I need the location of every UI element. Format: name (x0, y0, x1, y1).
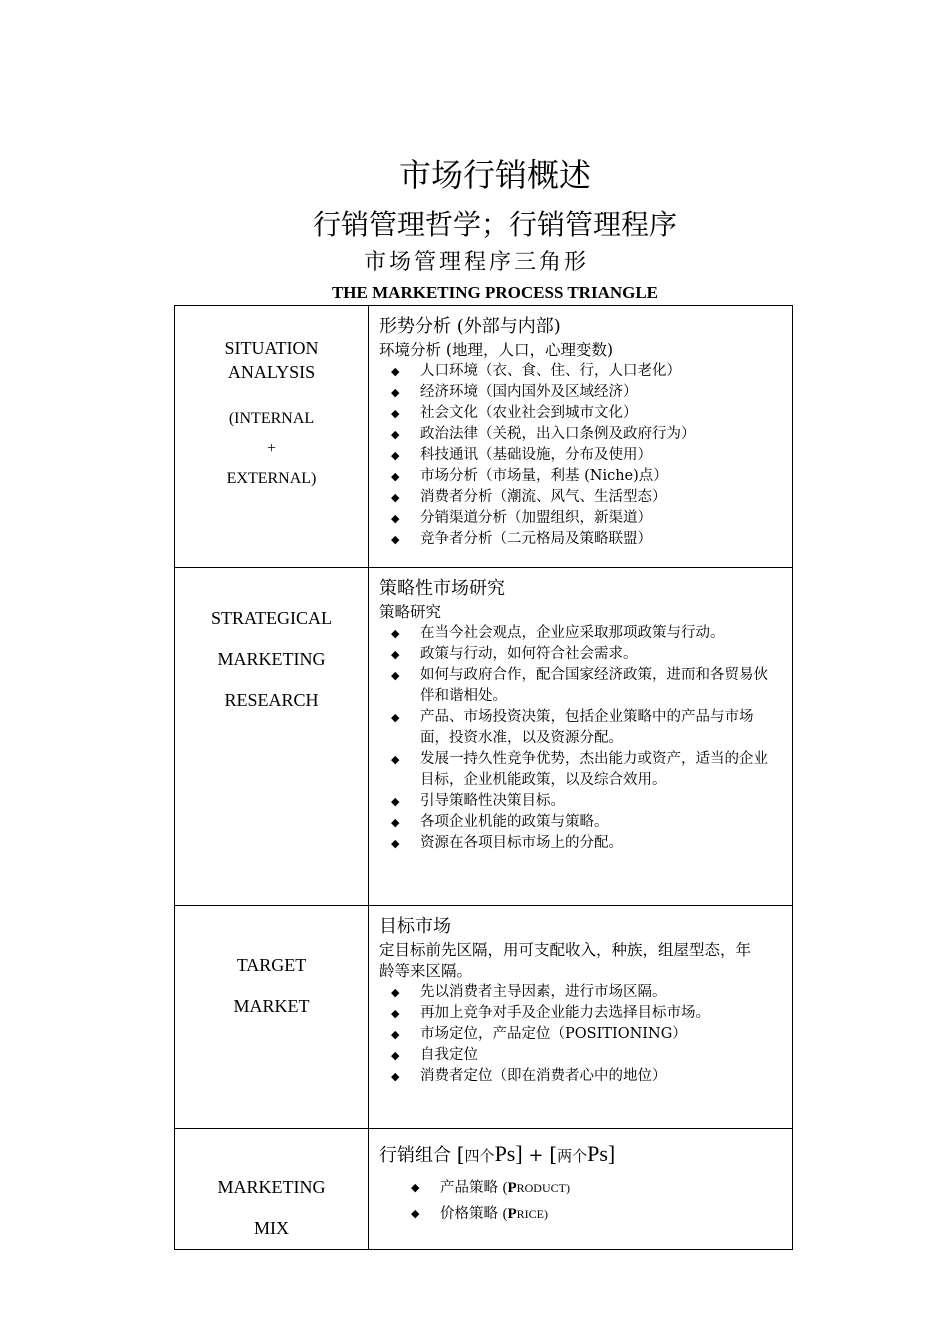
diamond-bullet-icon: ◆ (391, 1007, 400, 1020)
diamond-bullet-icon: ◆ (411, 1181, 420, 1194)
diamond-bullet-icon: ◆ (391, 1049, 400, 1062)
list-item: ◆ 经济环境（国内国外及区域经济） (379, 382, 782, 403)
table-row (175, 1129, 793, 1250)
diamond-bullet-icon: ◆ (391, 837, 400, 850)
diamond-bullet-icon: ◆ (391, 1028, 400, 1041)
diamond-bullet-icon: ◆ (391, 1070, 400, 1083)
diamond-bullet-icon: ◆ (391, 669, 400, 682)
diamond-bullet-icon: ◆ (391, 533, 400, 546)
row-content-cell (369, 568, 793, 906)
section-heading: 形势分析 (外部与内部) (379, 316, 561, 337)
list-item: ◆ 竞争者分析（二元格局及策略联盟） (379, 529, 782, 550)
row-label-line: MIX (254, 1218, 289, 1238)
bullet-list (379, 361, 782, 550)
list-item: ◆ 先以消费者主导因素，进行市场区隔。 (379, 982, 782, 1003)
bullet-list (379, 1175, 782, 1227)
diamond-bullet-icon: ◆ (391, 470, 400, 483)
diamond-bullet-icon: ◆ (391, 795, 400, 808)
list-item: ◆ 社会文化（农业社会到城市文化） (379, 403, 782, 424)
row-label-line: MARKETING (217, 1177, 326, 1197)
row-label-line: (INTERNAL (228, 410, 315, 427)
list-item: ◆ 市场分析（市场量，利基 (Niche)点） (379, 466, 782, 487)
diamond-bullet-icon: ◆ (391, 491, 400, 504)
row-label-line: SITUATION (224, 338, 319, 358)
list-item: ◆ 消费者分析（潮流、风气、生活型态） (379, 487, 782, 508)
diamond-bullet-icon: ◆ (411, 1207, 420, 1220)
list-item: ◆ 在当今社会观点，企业应采取那项政策与行动。 (379, 623, 772, 644)
list-item: ◆ 产品、市场投资决策，包括企业策略中的产品与市场面，投资水准，以及资源分配。 (391, 709, 754, 746)
section-heading: 行销组合 [四个Ps] + [两个Ps] (379, 1141, 616, 1166)
diamond-bullet-icon: ◆ (391, 753, 400, 766)
row-label-cell (175, 906, 369, 1129)
list-item: ◆ 价格策略 (PRICE) (379, 1201, 782, 1227)
table-row (175, 906, 793, 1129)
list-item: ◆ 产品策略 (PRODUCT) (379, 1175, 782, 1201)
list-item: ◆ 人口环境（衣、食、住、行，人口老化） (379, 361, 782, 382)
list-item: ◆ 引导策略性决策目标。 (379, 791, 772, 812)
list-item: ◆ 各项企业机能的政策与策略。 (379, 812, 772, 833)
diamond-bullet-icon: ◆ (391, 627, 400, 640)
row-content-cell (369, 1129, 793, 1250)
list-item: ◆ 自我定位 (379, 1045, 782, 1066)
row-label-line: ANALYSIS (227, 362, 316, 382)
row-label-line: EXTERNAL) (226, 470, 317, 487)
row-label-cell (175, 1129, 369, 1250)
row-label-line: + (266, 440, 277, 457)
chinese-heading: 市场管理程序三角形 (364, 250, 590, 275)
list-item: ◆ 科技通讯（基础设施，分布及使用） (379, 445, 782, 466)
diamond-bullet-icon: ◆ (391, 428, 400, 441)
bullet-list (379, 982, 782, 1087)
list-item: ◆ 发展一持久性竞争优势，杰出能力或资产，适当的企业目标，企业机能政策，以及综合效用。 (391, 751, 768, 788)
row-label-cell (175, 568, 369, 906)
table-row (175, 568, 793, 906)
row-content-cell (369, 906, 793, 1129)
bullet-list (379, 623, 782, 854)
list-item: ◆ 市场定位，产品定位（POSITIONING） (379, 1024, 782, 1045)
section-subheading: 环境分析 (地理，人口，心理变数) (379, 341, 614, 359)
diamond-bullet-icon: ◆ (391, 512, 400, 525)
row-label-line: TARGET (236, 955, 307, 975)
diamond-bullet-icon: ◆ (391, 386, 400, 399)
row-label-cell (175, 306, 369, 568)
list-item: ◆ 再加上竞争对手及企业能力去选择目标市场。 (379, 1003, 782, 1024)
diamond-bullet-icon: ◆ (391, 816, 400, 829)
list-item: ◆ 政治法律（关税，出入口条例及政府行为） (379, 424, 782, 445)
row-content-cell (369, 306, 793, 568)
marketing-process-table (174, 305, 793, 1250)
table-row (175, 306, 793, 568)
row-label-line: MARKETING (217, 649, 326, 669)
document-subtitle: 行销管理哲学；行销管理程序 (312, 208, 677, 241)
list-item: ◆ 资源在各项目标市场上的分配。 (379, 833, 772, 854)
section-heading: 策略性市场研究 (379, 578, 505, 599)
section-subheading: 策略研究 (379, 603, 442, 621)
list-item: ◆ 分销渠道分析（加盟组织，新渠道） (379, 508, 782, 529)
diamond-bullet-icon: ◆ (391, 365, 400, 378)
diamond-bullet-icon: ◆ (391, 449, 400, 462)
diamond-bullet-icon: ◆ (391, 711, 400, 724)
section-heading: 目标市场 (379, 916, 451, 937)
row-label-line: MARKET (233, 996, 310, 1016)
section-subheading: 定目标前先区隔，用可支配收入，种族，组屋型态，年龄等来区隔。 (379, 941, 752, 980)
row-label-line: RESEARCH (224, 690, 319, 710)
row-label-line: STRATEGICAL (211, 608, 332, 628)
list-item: ◆ 政策与行动，如何符合社会需求。 (379, 644, 772, 665)
document-title: 市场行销概述 (398, 156, 591, 194)
diamond-bullet-icon: ◆ (391, 407, 400, 420)
list-item: ◆ 如何与政府合作，配合国家经济政策，进而和各贸易伙伴和谐相处。 (391, 667, 768, 704)
english-heading: THE MARKETING PROCESS TRIANGLE (331, 283, 659, 302)
diamond-bullet-icon: ◆ (391, 986, 400, 999)
diamond-bullet-icon: ◆ (391, 648, 400, 661)
list-item: ◆ 消费者定位（即在消费者心中的地位） (379, 1066, 782, 1087)
